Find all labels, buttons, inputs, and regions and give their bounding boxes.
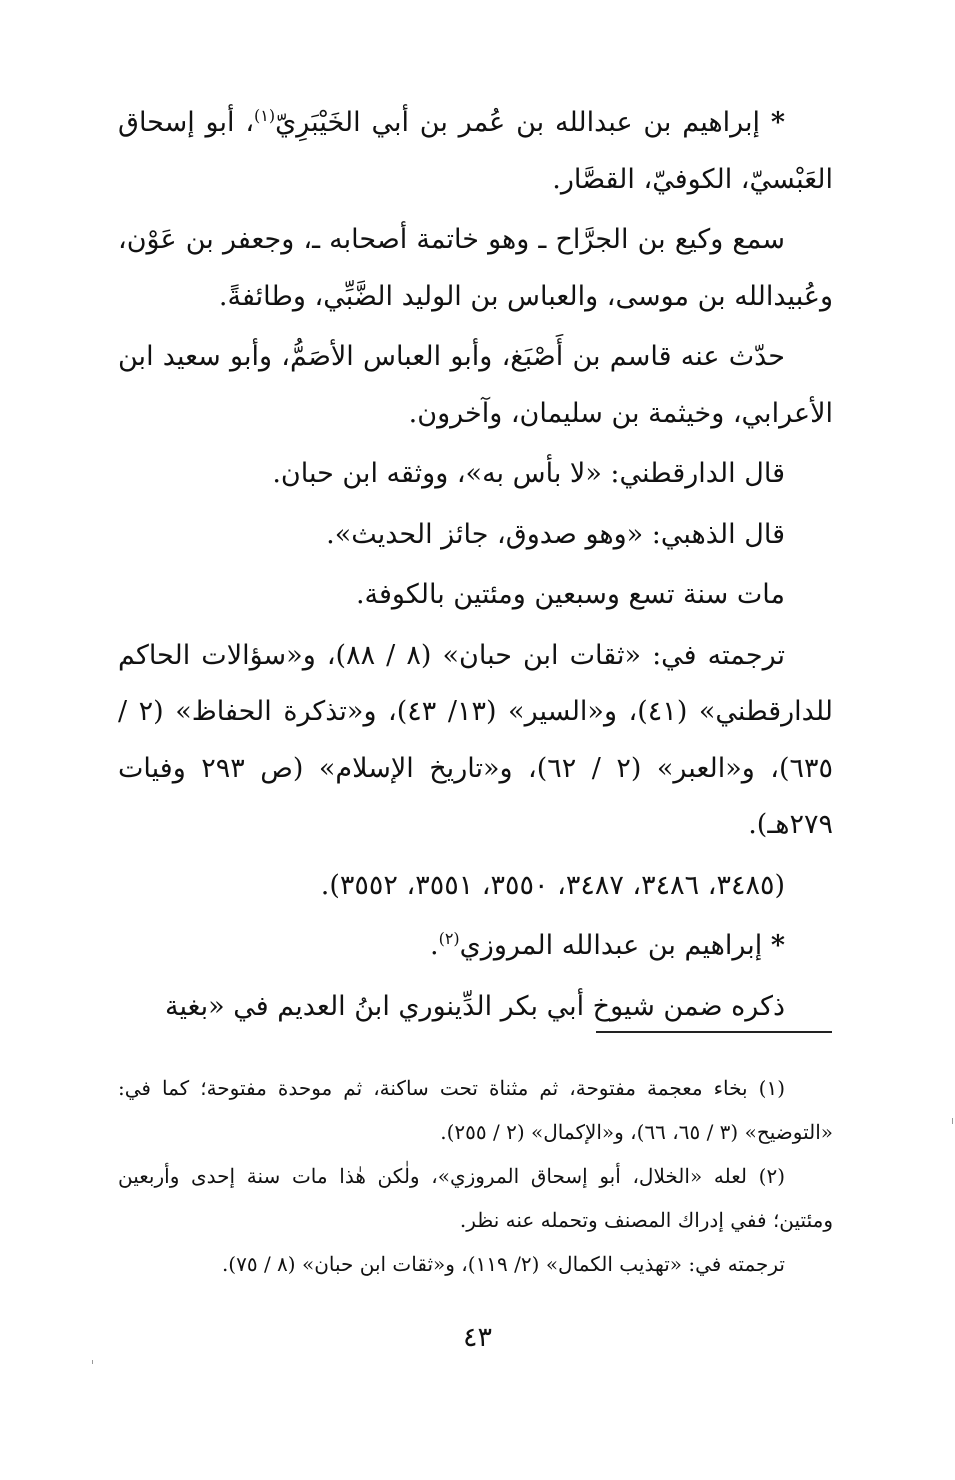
entry-star-marker: * bbox=[770, 930, 785, 961]
footnote-1: (١) بخاء معجمة مفتوحة، ثم مثناة تحت ساكنة، ثم موحدة مفتوحة؛ كما في: «التوضيح» (٣ / ٦٥، ٦٦)، و«الإكمال» (٢ / ٢٥٥). bbox=[118, 1076, 833, 1144]
paragraph-death: مات سنة تسع وسبعين ومئتين بالكوفة. bbox=[355, 579, 785, 610]
entry-heading-kunya: ، أبو إسحاق العَبْسيّ، الكوفيّ، القصَّار. bbox=[118, 107, 833, 195]
entry-star-marker: * bbox=[770, 107, 785, 138]
paragraph-heard-from: سمع وكيع بن الجرَّاح ـ وهو خاتمة أصحابه ـ، وجعفر بن عَوْن، وعُبيدالله بن موسى، والعباس بن الوليد الضَّبِّي، وطائفةً. bbox=[118, 224, 833, 312]
scan-speck bbox=[92, 1360, 93, 1364]
footnote-separator-line bbox=[596, 1031, 832, 1033]
scan-speck bbox=[952, 1118, 953, 1124]
footnote-2-sources: ترجمته في: «تهذيب الكمال» (٢/ ١١٩)، و«ثقات ابن حبان» (٨ / ٧٥). bbox=[221, 1252, 785, 1276]
paragraph-dhahabi-quote: قال الذهبي: «وهو صدوق، جائز الحديث». bbox=[326, 518, 785, 550]
paragraph-narrated-from-him: حدّث عنه قاسم بن أَصْبَغ، وأبو العباس الأصَمُّ، وأبو سعيد ابن الأعرابي، وخيثمة بن سليمان، وآخرون. bbox=[118, 341, 833, 429]
paragraph-mentioned-by: ذكره ضمن شيوخ أبي بكر الدِّينوري ابنُ العديم في «بغية bbox=[165, 990, 785, 1022]
entry-heading-end: . bbox=[429, 930, 439, 961]
entry-heading-name: إبراهيم بن عبدالله بن عُمر بن أبي الخَيْبَرِيّ bbox=[275, 107, 761, 138]
entry-heading-ibrahim-al-marwazi bbox=[118, 918, 833, 975]
footnote-2: (٢) لعله «الخلال، أبو إسحاق المروزي»، ولٰكن هٰذا مات سنة إحدى وأربعين ومئتين؛ ففي إدراك المصنف وتحمله عنه نظر. bbox=[118, 1164, 833, 1232]
entry-heading-ibrahim-al-khaybari bbox=[118, 95, 833, 208]
footnotes-section bbox=[118, 1066, 833, 1286]
main-text bbox=[118, 95, 833, 1039]
entry-heading-name: إبراهيم بن عبدالله المروزي bbox=[459, 930, 763, 961]
paragraph-biography-sources: ترجمته في: «ثقات ابن حبان» (٨ / ٨٨)، و«سؤالات الحاكم للدارقطني» (٤١)، و«السير» (١٣/ ٤٣)، و«تذكرة الحفاظ» (٢ / ٦٣٥)، و«العبر» (٢ / ٦٢)، و«تاريخ الإسلام» (ص ٢٩٣ وفيات ٢٧٩هـ). bbox=[118, 639, 834, 840]
footnote-ref-2: (٢) bbox=[438, 929, 460, 948]
paragraph-daraqutni-quote: قال الدارقطني: «لا بأس به»، ووثقه ابن حبان. bbox=[272, 458, 785, 489]
page-number: ٤٣ bbox=[462, 1322, 492, 1353]
paragraph-hadith-numbers: (٣٤٨٥، ٣٤٨٦، ٣٤٨٧، ٣٥٥٠، ٣٥٥١، ٣٥٥٢). bbox=[320, 869, 785, 901]
footnote-ref-1: (١) bbox=[254, 106, 276, 125]
